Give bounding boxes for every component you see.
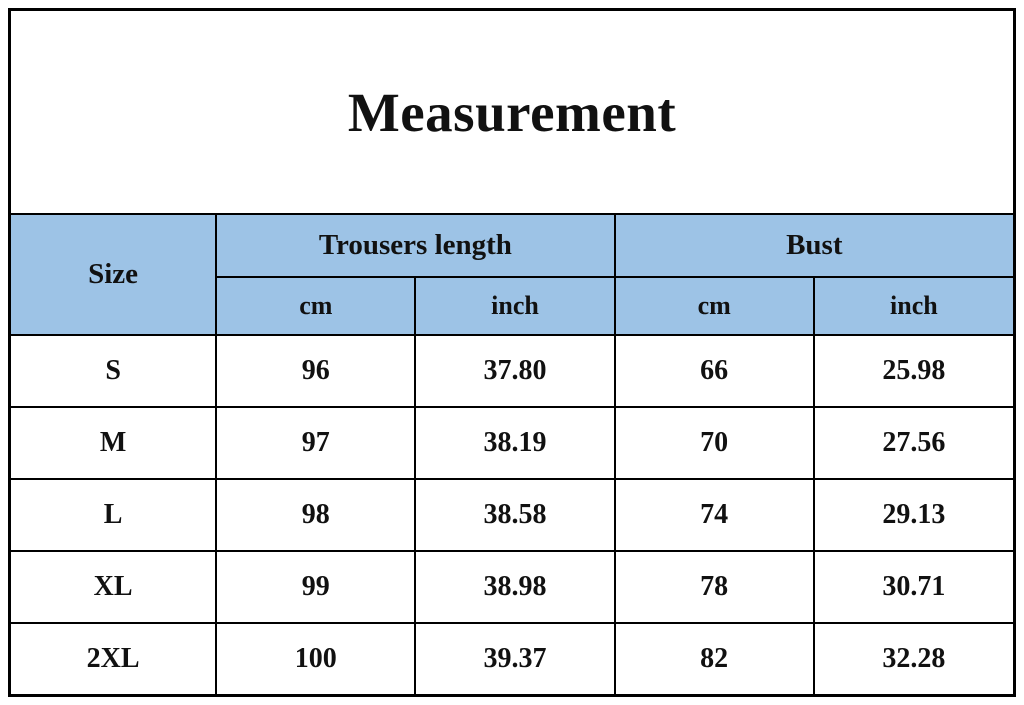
table-row (11, 623, 1013, 694)
size-measurement-table (11, 11, 1013, 694)
cell-bust-cm: 78 (615, 551, 814, 623)
subheader-bust-inch: inch (814, 277, 1013, 335)
cell-bust-cm: 74 (615, 479, 814, 551)
cell-bust-inch: 30.71 (814, 551, 1013, 623)
cell-trousers-cm: 98 (216, 479, 415, 551)
cell-bust-inch: 32.28 (814, 623, 1013, 694)
cell-bust-cm: 82 (615, 623, 814, 694)
cell-bust-inch: 29.13 (814, 479, 1013, 551)
cell-trousers-cm: 97 (216, 407, 415, 479)
table-group-header-row (11, 214, 1013, 277)
table-row (11, 479, 1013, 551)
column-header-trousers-length: Trousers length (216, 214, 614, 277)
measurement-chart-frame (8, 8, 1016, 697)
page-title: Measurement (11, 11, 1013, 214)
table-row (11, 551, 1013, 623)
cell-trousers-cm: 99 (216, 551, 415, 623)
cell-bust-cm: 66 (615, 335, 814, 407)
column-header-bust: Bust (615, 214, 1013, 277)
cell-bust-inch: 25.98 (814, 335, 1013, 407)
column-header-size: Size (11, 214, 216, 335)
cell-trousers-inch: 38.19 (415, 407, 614, 479)
table-row (11, 407, 1013, 479)
subheader-trousers-inch: inch (415, 277, 614, 335)
cell-trousers-inch: 38.98 (415, 551, 614, 623)
cell-bust-cm: 70 (615, 407, 814, 479)
cell-size: M (11, 407, 216, 479)
table-title-row (11, 11, 1013, 214)
cell-size: 2XL (11, 623, 216, 694)
cell-trousers-cm: 100 (216, 623, 415, 694)
cell-size: XL (11, 551, 216, 623)
subheader-bust-cm: cm (615, 277, 814, 335)
cell-trousers-inch: 39.37 (415, 623, 614, 694)
cell-trousers-inch: 37.80 (415, 335, 614, 407)
cell-trousers-cm: 96 (216, 335, 415, 407)
cell-bust-inch: 27.56 (814, 407, 1013, 479)
cell-size: S (11, 335, 216, 407)
subheader-trousers-cm: cm (216, 277, 415, 335)
table-row (11, 335, 1013, 407)
cell-size: L (11, 479, 216, 551)
cell-trousers-inch: 38.58 (415, 479, 614, 551)
